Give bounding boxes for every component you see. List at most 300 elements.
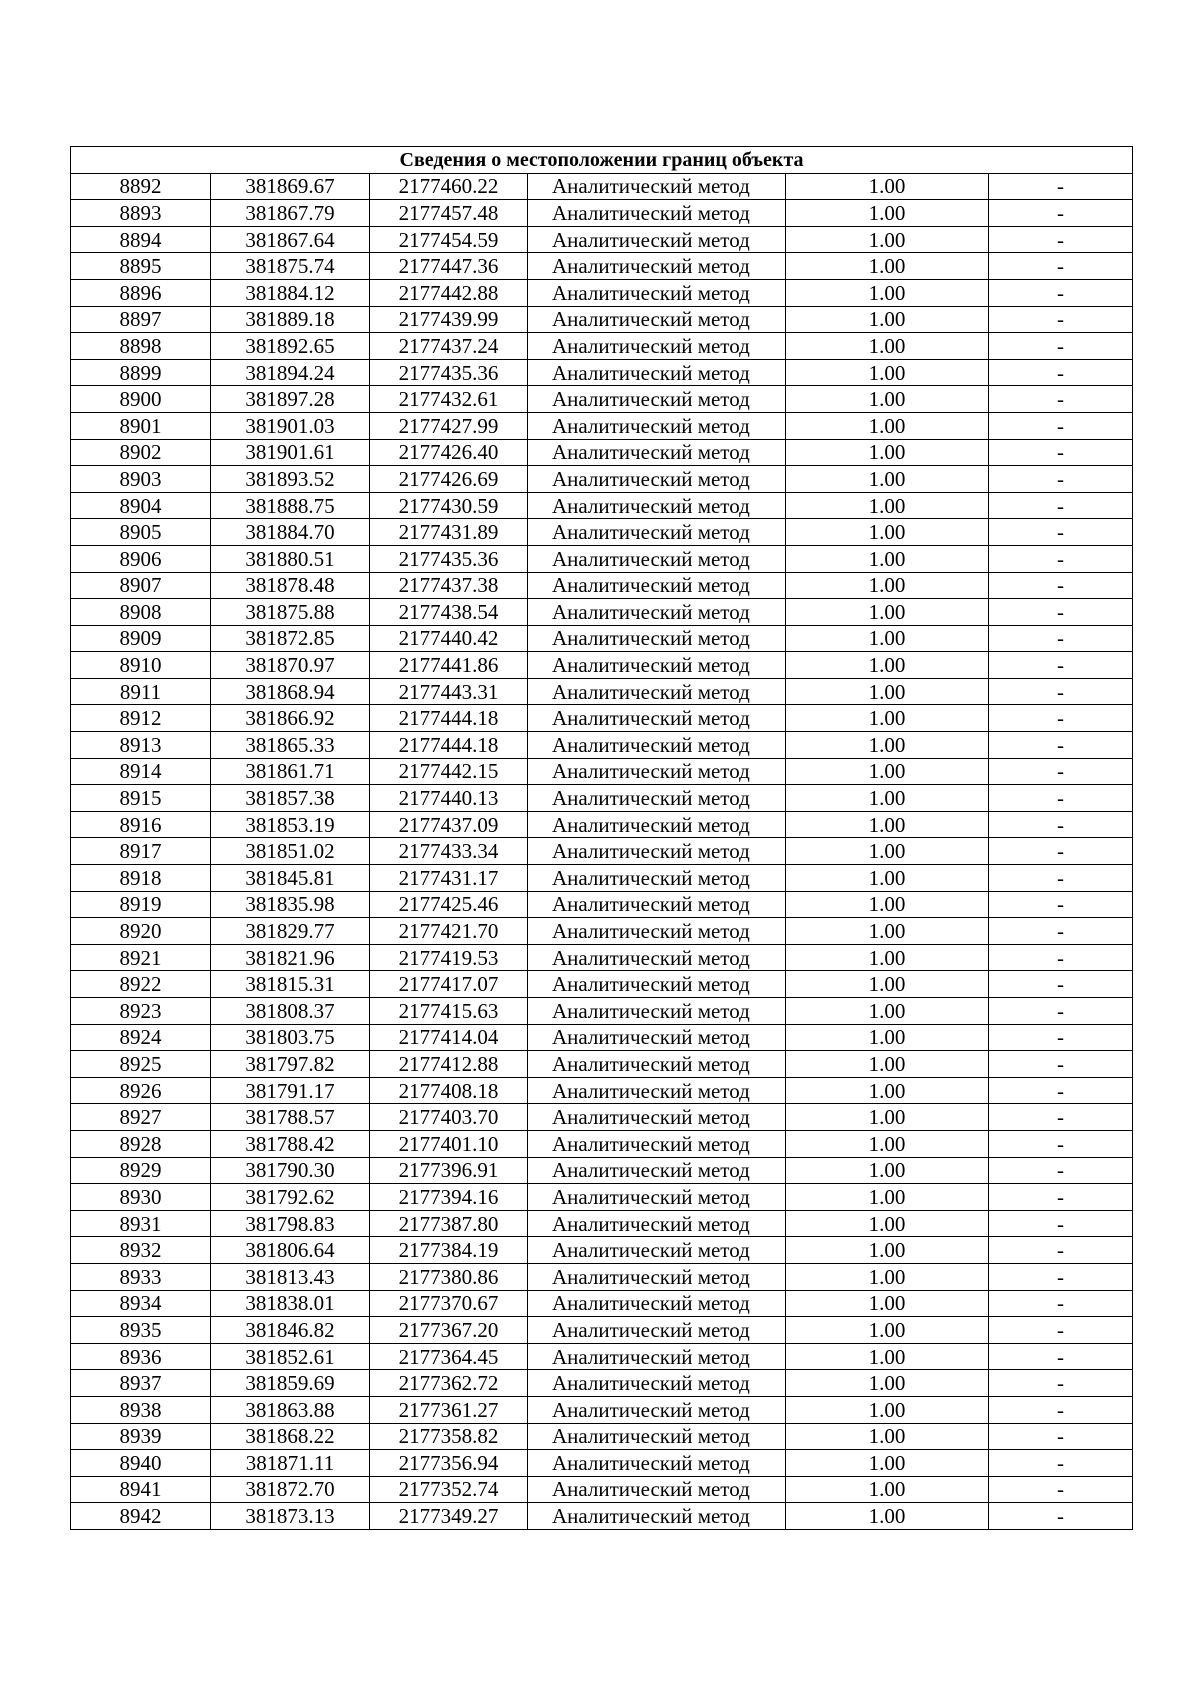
accuracy-cell: 1.00 — [786, 865, 989, 892]
description-cell: - — [989, 1263, 1133, 1290]
y-coordinate-cell: 2177412.88 — [370, 1051, 528, 1078]
table-row — [71, 971, 1133, 998]
point-number-cell: 8932 — [71, 1237, 211, 1264]
y-coordinate-cell: 2177415.63 — [370, 998, 528, 1025]
x-coordinate-cell: 381853.19 — [211, 811, 370, 838]
method-cell: Аналитический метод — [528, 838, 786, 865]
description-cell: - — [989, 1503, 1133, 1530]
y-coordinate-cell: 2177431.89 — [370, 519, 528, 546]
x-coordinate-cell: 381838.01 — [211, 1290, 370, 1317]
y-coordinate-cell: 2177444.18 — [370, 732, 528, 759]
x-coordinate-cell: 381884.70 — [211, 519, 370, 546]
table-row — [71, 918, 1133, 945]
description-cell: - — [989, 944, 1133, 971]
accuracy-cell: 1.00 — [786, 333, 989, 360]
point-number-cell: 8928 — [71, 1130, 211, 1157]
description-cell: - — [989, 1130, 1133, 1157]
table-row — [71, 652, 1133, 679]
table-row — [71, 838, 1133, 865]
description-cell: - — [989, 1450, 1133, 1477]
method-cell: Аналитический метод — [528, 439, 786, 466]
point-number-cell: 8908 — [71, 599, 211, 626]
x-coordinate-cell: 381867.64 — [211, 226, 370, 253]
x-coordinate-cell: 381788.42 — [211, 1130, 370, 1157]
description-cell: - — [989, 652, 1133, 679]
method-cell: Аналитический метод — [528, 226, 786, 253]
x-coordinate-cell: 381861.71 — [211, 758, 370, 785]
description-cell: - — [989, 1051, 1133, 1078]
method-cell: Аналитический метод — [528, 279, 786, 306]
method-cell: Аналитический метод — [528, 173, 786, 200]
method-cell: Аналитический метод — [528, 811, 786, 838]
y-coordinate-cell: 2177352.74 — [370, 1476, 528, 1503]
y-coordinate-cell: 2177431.17 — [370, 865, 528, 892]
method-cell: Аналитический метод — [528, 545, 786, 572]
y-coordinate-cell: 2177457.48 — [370, 200, 528, 227]
point-number-cell: 8910 — [71, 652, 211, 679]
x-coordinate-cell: 381893.52 — [211, 466, 370, 493]
accuracy-cell: 1.00 — [786, 439, 989, 466]
x-coordinate-cell: 381872.70 — [211, 1476, 370, 1503]
accuracy-cell: 1.00 — [786, 758, 989, 785]
y-coordinate-cell: 2177387.80 — [370, 1210, 528, 1237]
accuracy-cell: 1.00 — [786, 599, 989, 626]
accuracy-cell: 1.00 — [786, 1024, 989, 1051]
method-cell: Аналитический метод — [528, 1396, 786, 1423]
description-cell: - — [989, 1396, 1133, 1423]
method-cell: Аналитический метод — [528, 1157, 786, 1184]
method-cell: Аналитический метод — [528, 1210, 786, 1237]
point-number-cell: 8916 — [71, 811, 211, 838]
point-number-cell: 8907 — [71, 572, 211, 599]
x-coordinate-cell: 381867.79 — [211, 200, 370, 227]
y-coordinate-cell: 2177426.69 — [370, 466, 528, 493]
point-number-cell: 8917 — [71, 838, 211, 865]
method-cell: Аналитический метод — [528, 1503, 786, 1530]
description-cell: - — [989, 200, 1133, 227]
point-number-cell: 8896 — [71, 279, 211, 306]
y-coordinate-cell: 2177421.70 — [370, 918, 528, 945]
x-coordinate-cell: 381829.77 — [211, 918, 370, 945]
point-number-cell: 8927 — [71, 1104, 211, 1131]
accuracy-cell: 1.00 — [786, 944, 989, 971]
point-number-cell: 8902 — [71, 439, 211, 466]
table-row — [71, 865, 1133, 892]
method-cell: Аналитический метод — [528, 1317, 786, 1344]
description-cell: - — [989, 1290, 1133, 1317]
x-coordinate-cell: 381866.92 — [211, 705, 370, 732]
y-coordinate-cell: 2177425.46 — [370, 891, 528, 918]
description-cell: - — [989, 678, 1133, 705]
description-cell: - — [989, 785, 1133, 812]
method-cell: Аналитический метод — [528, 359, 786, 386]
table-row — [71, 891, 1133, 918]
method-cell: Аналитический метод — [528, 253, 786, 280]
description-cell: - — [989, 1343, 1133, 1370]
method-cell: Аналитический метод — [528, 466, 786, 493]
y-coordinate-cell: 2177419.53 — [370, 944, 528, 971]
accuracy-cell: 1.00 — [786, 652, 989, 679]
x-coordinate-cell: 381792.62 — [211, 1184, 370, 1211]
x-coordinate-cell: 381863.88 — [211, 1396, 370, 1423]
accuracy-cell: 1.00 — [786, 519, 989, 546]
x-coordinate-cell: 381857.38 — [211, 785, 370, 812]
y-coordinate-cell: 2177384.19 — [370, 1237, 528, 1264]
method-cell: Аналитический метод — [528, 625, 786, 652]
y-coordinate-cell: 2177439.99 — [370, 306, 528, 333]
accuracy-cell: 1.00 — [786, 1370, 989, 1397]
method-cell: Аналитический метод — [528, 944, 786, 971]
y-coordinate-cell: 2177349.27 — [370, 1503, 528, 1530]
method-cell: Аналитический метод — [528, 891, 786, 918]
method-cell: Аналитический метод — [528, 758, 786, 785]
description-cell: - — [989, 732, 1133, 759]
point-number-cell: 8895 — [71, 253, 211, 280]
point-number-cell: 8911 — [71, 678, 211, 705]
x-coordinate-cell: 381865.33 — [211, 732, 370, 759]
method-cell: Аналитический метод — [528, 1476, 786, 1503]
description-cell: - — [989, 386, 1133, 413]
accuracy-cell: 1.00 — [786, 279, 989, 306]
accuracy-cell: 1.00 — [786, 838, 989, 865]
y-coordinate-cell: 2177430.59 — [370, 492, 528, 519]
table-row — [71, 1396, 1133, 1423]
description-cell: - — [989, 1077, 1133, 1104]
x-coordinate-cell: 381889.18 — [211, 306, 370, 333]
table-row — [71, 545, 1133, 572]
accuracy-cell: 1.00 — [786, 1450, 989, 1477]
y-coordinate-cell: 2177358.82 — [370, 1423, 528, 1450]
accuracy-cell: 1.00 — [786, 785, 989, 812]
x-coordinate-cell: 381851.02 — [211, 838, 370, 865]
accuracy-cell: 1.00 — [786, 1343, 989, 1370]
x-coordinate-cell: 381871.11 — [211, 1450, 370, 1477]
point-number-cell: 8903 — [71, 466, 211, 493]
description-cell: - — [989, 572, 1133, 599]
table-row — [71, 732, 1133, 759]
table-row — [71, 386, 1133, 413]
table-row — [71, 1476, 1133, 1503]
description-cell: - — [989, 705, 1133, 732]
point-number-cell: 8901 — [71, 412, 211, 439]
accuracy-cell: 1.00 — [786, 732, 989, 759]
point-number-cell: 8930 — [71, 1184, 211, 1211]
table-row — [71, 1051, 1133, 1078]
point-number-cell: 8913 — [71, 732, 211, 759]
table-row — [71, 998, 1133, 1025]
y-coordinate-cell: 2177427.99 — [370, 412, 528, 439]
description-cell: - — [989, 545, 1133, 572]
x-coordinate-cell: 381869.67 — [211, 173, 370, 200]
method-cell: Аналитический метод — [528, 1237, 786, 1264]
description-cell: - — [989, 492, 1133, 519]
x-coordinate-cell: 381803.75 — [211, 1024, 370, 1051]
method-cell: Аналитический метод — [528, 599, 786, 626]
description-cell: - — [989, 811, 1133, 838]
accuracy-cell: 1.00 — [786, 412, 989, 439]
accuracy-cell: 1.00 — [786, 466, 989, 493]
point-number-cell: 8915 — [71, 785, 211, 812]
accuracy-cell: 1.00 — [786, 386, 989, 413]
point-number-cell: 8931 — [71, 1210, 211, 1237]
method-cell: Аналитический метод — [528, 1290, 786, 1317]
y-coordinate-cell: 2177435.36 — [370, 359, 528, 386]
table-row — [71, 1503, 1133, 1530]
table-row — [71, 599, 1133, 626]
accuracy-cell: 1.00 — [786, 1423, 989, 1450]
point-number-cell: 8923 — [71, 998, 211, 1025]
point-number-cell: 8925 — [71, 1051, 211, 1078]
method-cell: Аналитический метод — [528, 1024, 786, 1051]
table-row — [71, 359, 1133, 386]
table-row — [71, 811, 1133, 838]
method-cell: Аналитический метод — [528, 1104, 786, 1131]
accuracy-cell: 1.00 — [786, 359, 989, 386]
point-number-cell: 8914 — [71, 758, 211, 785]
table-row — [71, 226, 1133, 253]
y-coordinate-cell: 2177440.42 — [370, 625, 528, 652]
description-cell: - — [989, 279, 1133, 306]
point-number-cell: 8918 — [71, 865, 211, 892]
point-number-cell: 8920 — [71, 918, 211, 945]
description-cell: - — [989, 359, 1133, 386]
x-coordinate-cell: 381901.03 — [211, 412, 370, 439]
point-number-cell: 8924 — [71, 1024, 211, 1051]
method-cell: Аналитический метод — [528, 1370, 786, 1397]
method-cell: Аналитический метод — [528, 865, 786, 892]
description-cell: - — [989, 1024, 1133, 1051]
method-cell: Аналитический метод — [528, 200, 786, 227]
method-cell: Аналитический метод — [528, 1051, 786, 1078]
point-number-cell: 8893 — [71, 200, 211, 227]
table-row — [71, 253, 1133, 280]
y-coordinate-cell: 2177370.67 — [370, 1290, 528, 1317]
point-number-cell: 8935 — [71, 1317, 211, 1344]
x-coordinate-cell: 381868.94 — [211, 678, 370, 705]
accuracy-cell: 1.00 — [786, 545, 989, 572]
description-cell: - — [989, 971, 1133, 998]
point-number-cell: 8899 — [71, 359, 211, 386]
table-row — [71, 1343, 1133, 1370]
description-cell: - — [989, 1104, 1133, 1131]
boundary-table — [70, 146, 1133, 1530]
y-coordinate-cell: 2177396.91 — [370, 1157, 528, 1184]
description-cell: - — [989, 1317, 1133, 1344]
table-row — [71, 1290, 1133, 1317]
x-coordinate-cell: 381788.57 — [211, 1104, 370, 1131]
x-coordinate-cell: 381846.82 — [211, 1317, 370, 1344]
point-number-cell: 8926 — [71, 1077, 211, 1104]
accuracy-cell: 1.00 — [786, 1290, 989, 1317]
method-cell: Аналитический метод — [528, 785, 786, 812]
point-number-cell: 8922 — [71, 971, 211, 998]
accuracy-cell: 1.00 — [786, 572, 989, 599]
y-coordinate-cell: 2177401.10 — [370, 1130, 528, 1157]
table-row — [71, 519, 1133, 546]
y-coordinate-cell: 2177426.40 — [370, 439, 528, 466]
x-coordinate-cell: 381791.17 — [211, 1077, 370, 1104]
y-coordinate-cell: 2177408.18 — [370, 1077, 528, 1104]
point-number-cell: 8892 — [71, 173, 211, 200]
y-coordinate-cell: 2177362.72 — [370, 1370, 528, 1397]
table-row — [71, 492, 1133, 519]
method-cell: Аналитический метод — [528, 1130, 786, 1157]
x-coordinate-cell: 381888.75 — [211, 492, 370, 519]
accuracy-cell: 1.00 — [786, 1104, 989, 1131]
accuracy-cell: 1.00 — [786, 1503, 989, 1530]
x-coordinate-cell: 381873.13 — [211, 1503, 370, 1530]
description-cell: - — [989, 519, 1133, 546]
x-coordinate-cell: 381815.31 — [211, 971, 370, 998]
x-coordinate-cell: 381901.61 — [211, 439, 370, 466]
method-cell: Аналитический метод — [528, 1450, 786, 1477]
method-cell: Аналитический метод — [528, 572, 786, 599]
y-coordinate-cell: 2177437.09 — [370, 811, 528, 838]
table-row — [71, 1210, 1133, 1237]
x-coordinate-cell: 381806.64 — [211, 1237, 370, 1264]
y-coordinate-cell: 2177442.88 — [370, 279, 528, 306]
method-cell: Аналитический метод — [528, 1184, 786, 1211]
table-row — [71, 1317, 1133, 1344]
y-coordinate-cell: 2177438.54 — [370, 599, 528, 626]
point-number-cell: 8894 — [71, 226, 211, 253]
table-row — [71, 1184, 1133, 1211]
accuracy-cell: 1.00 — [786, 492, 989, 519]
y-coordinate-cell: 2177433.34 — [370, 838, 528, 865]
method-cell: Аналитический метод — [528, 1423, 786, 1450]
table-row — [71, 1130, 1133, 1157]
y-coordinate-cell: 2177435.36 — [370, 545, 528, 572]
description-cell: - — [989, 253, 1133, 280]
table-row — [71, 705, 1133, 732]
table-row — [71, 1370, 1133, 1397]
y-coordinate-cell: 2177417.07 — [370, 971, 528, 998]
method-cell: Аналитический метод — [528, 732, 786, 759]
description-cell: - — [989, 333, 1133, 360]
description-cell: - — [989, 173, 1133, 200]
description-cell: - — [989, 865, 1133, 892]
description-cell: - — [989, 1237, 1133, 1264]
y-coordinate-cell: 2177414.04 — [370, 1024, 528, 1051]
table-row — [71, 758, 1133, 785]
table-row — [71, 439, 1133, 466]
accuracy-cell: 1.00 — [786, 173, 989, 200]
y-coordinate-cell: 2177367.20 — [370, 1317, 528, 1344]
x-coordinate-cell: 381884.12 — [211, 279, 370, 306]
point-number-cell: 8933 — [71, 1263, 211, 1290]
method-cell: Аналитический метод — [528, 971, 786, 998]
point-number-cell: 8941 — [71, 1476, 211, 1503]
accuracy-cell: 1.00 — [786, 1157, 989, 1184]
table-row — [71, 944, 1133, 971]
x-coordinate-cell: 381872.85 — [211, 625, 370, 652]
method-cell: Аналитический метод — [528, 1263, 786, 1290]
point-number-cell: 8942 — [71, 1503, 211, 1530]
point-number-cell: 8937 — [71, 1370, 211, 1397]
accuracy-cell: 1.00 — [786, 306, 989, 333]
x-coordinate-cell: 381798.83 — [211, 1210, 370, 1237]
y-coordinate-cell: 2177447.36 — [370, 253, 528, 280]
table-row — [71, 412, 1133, 439]
description-cell: - — [989, 1423, 1133, 1450]
table-row — [71, 625, 1133, 652]
description-cell: - — [989, 625, 1133, 652]
method-cell: Аналитический метод — [528, 492, 786, 519]
point-number-cell: 8909 — [71, 625, 211, 652]
accuracy-cell: 1.00 — [786, 891, 989, 918]
x-coordinate-cell: 381808.37 — [211, 998, 370, 1025]
x-coordinate-cell: 381845.81 — [211, 865, 370, 892]
description-cell: - — [989, 226, 1133, 253]
accuracy-cell: 1.00 — [786, 1210, 989, 1237]
table-row — [71, 279, 1133, 306]
y-coordinate-cell: 2177432.61 — [370, 386, 528, 413]
table-row — [71, 466, 1133, 493]
y-coordinate-cell: 2177380.86 — [370, 1263, 528, 1290]
y-coordinate-cell: 2177441.86 — [370, 652, 528, 679]
x-coordinate-cell: 381892.65 — [211, 333, 370, 360]
point-number-cell: 8938 — [71, 1396, 211, 1423]
table-row — [71, 678, 1133, 705]
description-cell: - — [989, 998, 1133, 1025]
description-cell: - — [989, 306, 1133, 333]
point-number-cell: 8912 — [71, 705, 211, 732]
table-title: Сведения о местоположении границ объекта — [71, 147, 1133, 174]
y-coordinate-cell: 2177356.94 — [370, 1450, 528, 1477]
y-coordinate-cell: 2177437.38 — [370, 572, 528, 599]
description-cell: - — [989, 1370, 1133, 1397]
method-cell: Аналитический метод — [528, 333, 786, 360]
method-cell: Аналитический метод — [528, 306, 786, 333]
table-row — [71, 1423, 1133, 1450]
x-coordinate-cell: 381835.98 — [211, 891, 370, 918]
y-coordinate-cell: 2177442.15 — [370, 758, 528, 785]
accuracy-cell: 1.00 — [786, 253, 989, 280]
description-cell: - — [989, 1157, 1133, 1184]
method-cell: Аналитический метод — [528, 1077, 786, 1104]
point-number-cell: 8921 — [71, 944, 211, 971]
accuracy-cell: 1.00 — [786, 625, 989, 652]
table-row — [71, 1077, 1133, 1104]
accuracy-cell: 1.00 — [786, 226, 989, 253]
y-coordinate-cell: 2177454.59 — [370, 226, 528, 253]
table-row — [71, 572, 1133, 599]
x-coordinate-cell: 381897.28 — [211, 386, 370, 413]
x-coordinate-cell: 381821.96 — [211, 944, 370, 971]
method-cell: Аналитический метод — [528, 652, 786, 679]
table-row — [71, 1450, 1133, 1477]
point-number-cell: 8940 — [71, 1450, 211, 1477]
accuracy-cell: 1.00 — [786, 678, 989, 705]
accuracy-cell: 1.00 — [786, 811, 989, 838]
point-number-cell: 8919 — [71, 891, 211, 918]
point-number-cell: 8904 — [71, 492, 211, 519]
accuracy-cell: 1.00 — [786, 200, 989, 227]
method-cell: Аналитический метод — [528, 705, 786, 732]
accuracy-cell: 1.00 — [786, 971, 989, 998]
description-cell: - — [989, 891, 1133, 918]
description-cell: - — [989, 412, 1133, 439]
description-cell: - — [989, 1184, 1133, 1211]
y-coordinate-cell: 2177403.70 — [370, 1104, 528, 1131]
y-coordinate-cell: 2177394.16 — [370, 1184, 528, 1211]
point-number-cell: 8929 — [71, 1157, 211, 1184]
x-coordinate-cell: 381894.24 — [211, 359, 370, 386]
y-coordinate-cell: 2177460.22 — [370, 173, 528, 200]
y-coordinate-cell: 2177364.45 — [370, 1343, 528, 1370]
table-row — [71, 200, 1133, 227]
x-coordinate-cell: 381875.88 — [211, 599, 370, 626]
